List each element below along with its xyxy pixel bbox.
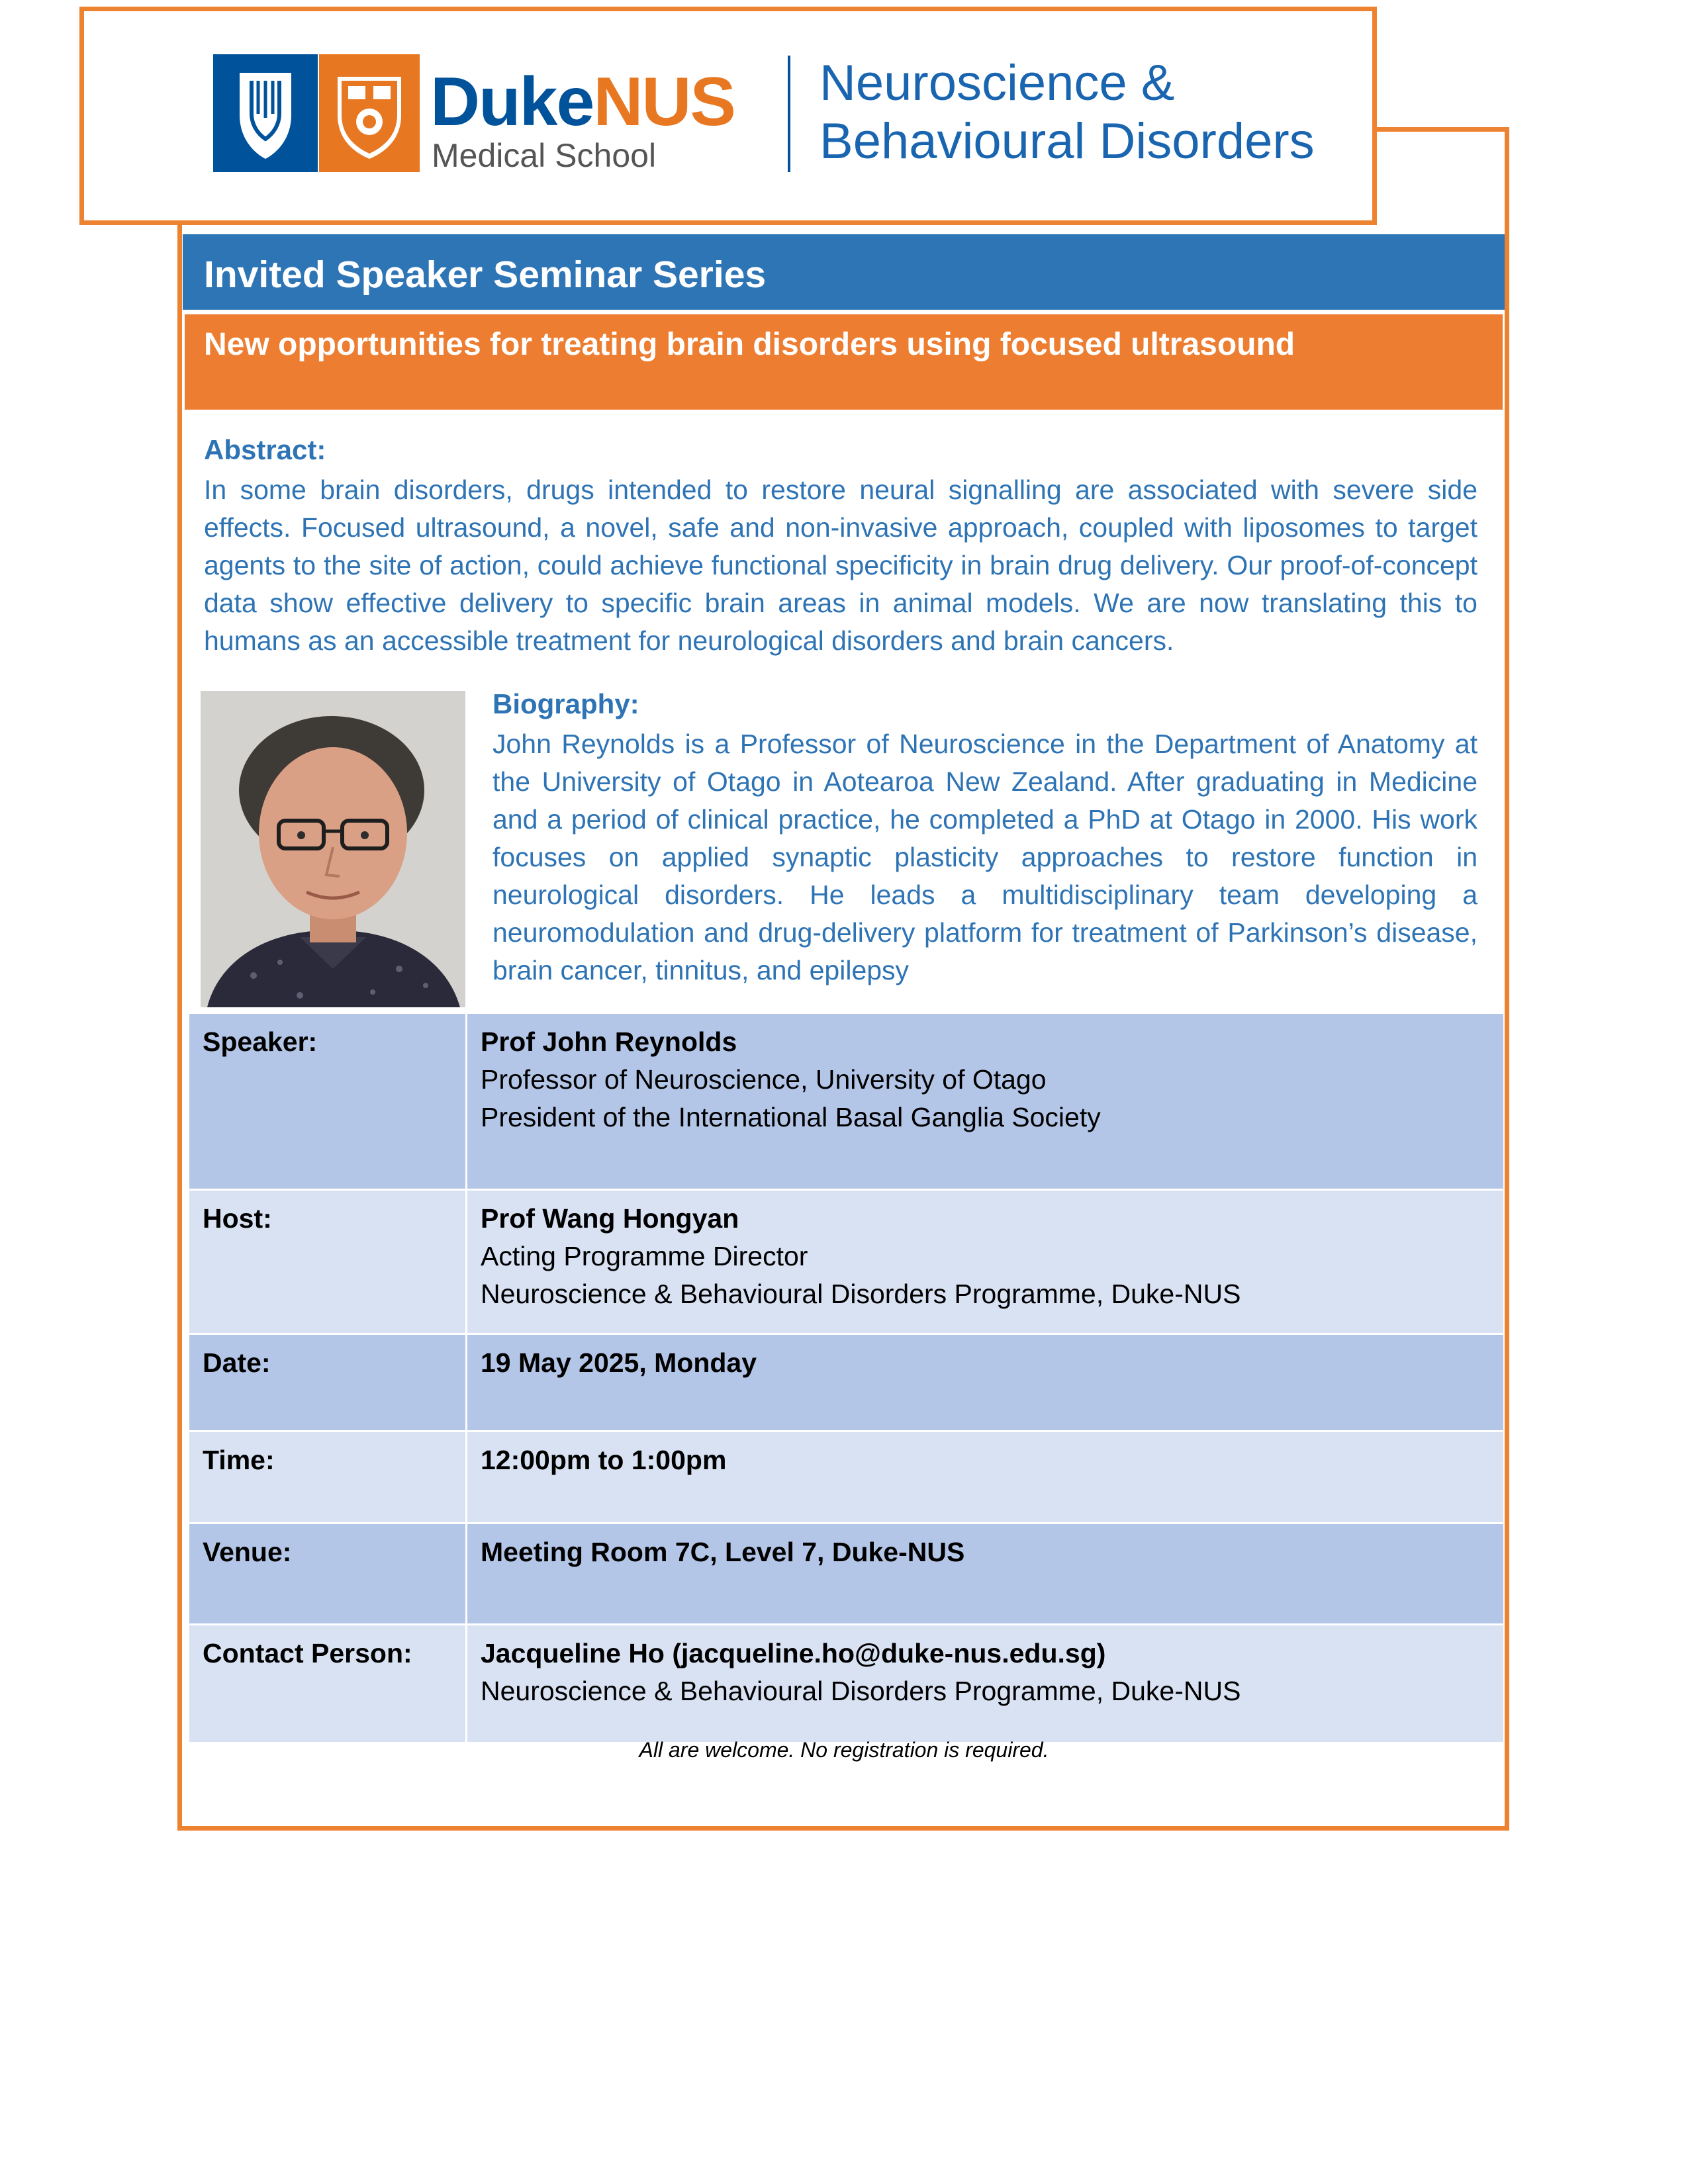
series-banner	[183, 234, 1505, 310]
contact-name: Jacqueline Ho (jacqueline.ho@duke-nus.edu.sg)	[481, 1638, 1106, 1668]
date-row	[189, 1335, 1503, 1432]
series-title: Invited Speaker Seminar Series	[204, 253, 767, 296]
logo-nus-text: NUS	[593, 64, 735, 140]
logo-duke-text: Duke	[430, 64, 594, 140]
speaker-value	[467, 1014, 1503, 1189]
date-label: Date:	[189, 1335, 467, 1430]
contact-value	[467, 1625, 1503, 1742]
talk-title-banner	[183, 312, 1505, 412]
biography-text: John Reynolds is a Professor of Neuroscience in the Department of Anatomy at the University of Otago in Aotearoa New Zealand. After graduating in Medicine and a period of clinical practice, he completed a PhD at Otago in 2000. His work focuses on applied synaptic plasticity approaches to restore function in neurological disorders. He leads a multidisciplinary team developing a neuromodulation and drug-delivery platform for treatment of Parkinson’s disease, brain cancer, tinnitus, and epilepsy	[492, 729, 1477, 985]
programme-name-line2: Behavioural Disorders	[820, 113, 1315, 169]
time-row	[189, 1432, 1503, 1524]
contact-affiliation: Neuroscience & Behavioural Disorders Programme, Duke-NUS	[481, 1676, 1241, 1706]
date-value: 19 May 2025, Monday	[481, 1347, 757, 1378]
abstract-text: In some brain disorders, drugs intended to restore neural signalling are associated with severe side effects. Focused ultrasound, a novel, safe and non-invasive approach, coupled with liposomes to target agents to the site of action, could achieve functional specificity in brain drug delivery. Our proof-of-concept data show effective delivery to specific brain areas in animal models. We are now translating this to humans as an accessible treatment for neurological disorders and brain cancers.	[204, 475, 1477, 656]
programme-name-line1: Neuroscience &	[820, 55, 1175, 111]
speaker-row	[189, 1014, 1503, 1191]
contact-row	[189, 1625, 1503, 1742]
logo-subtitle: Medical School	[432, 137, 657, 174]
time-value: 12:00pm to 1:00pm	[481, 1445, 727, 1475]
speaker-name: Prof John Reynolds	[481, 1026, 737, 1057]
speaker-label: Speaker:	[189, 1014, 467, 1189]
contact-label: Contact Person:	[189, 1625, 467, 1742]
host-affiliation: Neuroscience & Behavioural Disorders Programme, Duke-NUS	[481, 1279, 1241, 1309]
logo-wordmark	[430, 64, 735, 140]
host-label: Host:	[189, 1191, 467, 1333]
host-value	[467, 1191, 1503, 1333]
host-row	[189, 1191, 1503, 1335]
venue-value: Meeting Room 7C, Level 7, Duke-NUS	[481, 1537, 965, 1567]
footnote: All are welcome. No registration is required.	[639, 1738, 1049, 1762]
time-label: Time:	[189, 1432, 467, 1522]
details-table	[189, 1014, 1503, 1742]
biography-heading: Biography:	[492, 688, 639, 719]
abstract-heading: Abstract:	[204, 434, 326, 465]
venue-label: Venue:	[189, 1524, 467, 1623]
speaker-position: Professor of Neuroscience, University of Otago	[481, 1064, 1047, 1095]
duke-shield-logo-icon	[213, 54, 318, 172]
programme-name	[820, 54, 1315, 171]
speaker-photo	[201, 691, 465, 1007]
speaker-affiliation: President of the International Basal Ganglia Society	[481, 1102, 1101, 1132]
host-name: Prof Wang Hongyan	[481, 1203, 739, 1234]
venue-row	[189, 1524, 1503, 1625]
talk-title: New opportunities for treating brain disorders using focused ultrasound	[204, 327, 1295, 362]
host-position: Acting Programme Director	[481, 1241, 808, 1271]
nus-crest-logo-icon	[319, 54, 420, 172]
logo-divider	[788, 56, 790, 172]
